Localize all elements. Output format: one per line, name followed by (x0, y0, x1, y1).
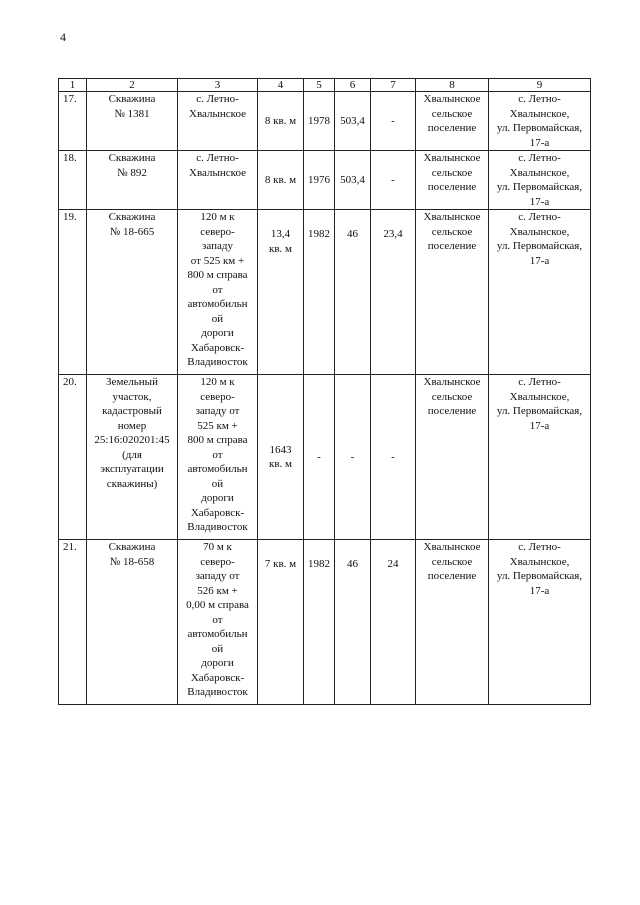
object-year: - (304, 375, 335, 540)
column-number: 3 (178, 79, 258, 92)
rights-holder: Хвалынское сельское поселение (416, 92, 489, 151)
object-location: с. Летно- Хвалынское (178, 151, 258, 210)
page-number: 4 (60, 30, 66, 44)
column-7-value: - (371, 92, 416, 151)
object-name: Земельный участок, кадастровый номер 25:16:020201:45 (для эксплуатации скважины) (87, 375, 178, 540)
column-7-value: 23,4 (371, 210, 416, 375)
row-number: 21. (59, 540, 87, 705)
column-7-value: - (371, 375, 416, 540)
object-name: Скважина № 18-658 (87, 540, 178, 705)
holder-address: с. Летно- Хвалынское, ул. Первомайская, 17-а (489, 210, 591, 375)
holder-address: с. Летно- Хвалынское, ул. Первомайская, 17-а (489, 92, 591, 151)
object-area: 1643 кв. м (258, 375, 304, 540)
column-6-value: 503,4 (335, 151, 371, 210)
rights-holder: Хвалынское сельское поселение (416, 151, 489, 210)
object-location: 70 м к северо- западу от 526 км + 0,00 м справа от автомобильн ой дороги Хабаровск- Владивосток (178, 540, 258, 705)
column-7-value: 24 (371, 540, 416, 705)
object-area: 13,4 кв. м (258, 210, 304, 375)
column-number: 2 (87, 79, 178, 92)
object-name: Скважина № 1381 (87, 92, 178, 151)
table-row (59, 540, 591, 705)
object-year: 1976 (304, 151, 335, 210)
table-row (59, 210, 591, 375)
table-row (59, 151, 591, 210)
holder-address: с. Летно- Хвалынское, ул. Первомайская, 17-а (489, 375, 591, 540)
object-area: 8 кв. м (258, 151, 304, 210)
row-number: 17. (59, 92, 87, 151)
column-6-value: - (335, 375, 371, 540)
column-number: 6 (335, 79, 371, 92)
rights-holder: Хвалынское сельское поселение (416, 375, 489, 540)
object-year: 1982 (304, 540, 335, 705)
holder-address: с. Летно- Хвалынское, ул. Первомайская, 17-а (489, 540, 591, 705)
column-6-value: 46 (335, 540, 371, 705)
column-7-value: - (371, 151, 416, 210)
rights-holder: Хвалынское сельское поселение (416, 210, 489, 375)
object-location: с. Летно- Хвалынское (178, 92, 258, 151)
object-year: 1982 (304, 210, 335, 375)
object-area: 8 кв. м (258, 92, 304, 151)
object-name: Скважина № 18-665 (87, 210, 178, 375)
rights-holder: Хвалынское сельское поселение (416, 540, 489, 705)
object-name: Скважина № 892 (87, 151, 178, 210)
register-table (58, 78, 591, 705)
column-6-value: 503,4 (335, 92, 371, 151)
column-number: 5 (304, 79, 335, 92)
column-number: 7 (371, 79, 416, 92)
column-6-value: 46 (335, 210, 371, 375)
column-number: 9 (489, 79, 591, 92)
column-number: 8 (416, 79, 489, 92)
object-location: 120 м к северо- западу от 525 км + 800 м справа от автомобильн ой дороги Хабаровск- Владивосток (178, 375, 258, 540)
row-number: 20. (59, 375, 87, 540)
column-number: 4 (258, 79, 304, 92)
row-number: 19. (59, 210, 87, 375)
column-number: 1 (59, 79, 87, 92)
table-row (59, 375, 591, 540)
object-location: 120 м к северо- западу от 525 км + 800 м справа от автомобильн ой дороги Хабаровск- Владивосток (178, 210, 258, 375)
holder-address: с. Летно- Хвалынское, ул. Первомайская, 17-а (489, 151, 591, 210)
table-row (59, 92, 591, 151)
column-number-row (59, 79, 591, 92)
object-year: 1978 (304, 92, 335, 151)
object-area: 7 кв. м (258, 540, 304, 705)
row-number: 18. (59, 151, 87, 210)
